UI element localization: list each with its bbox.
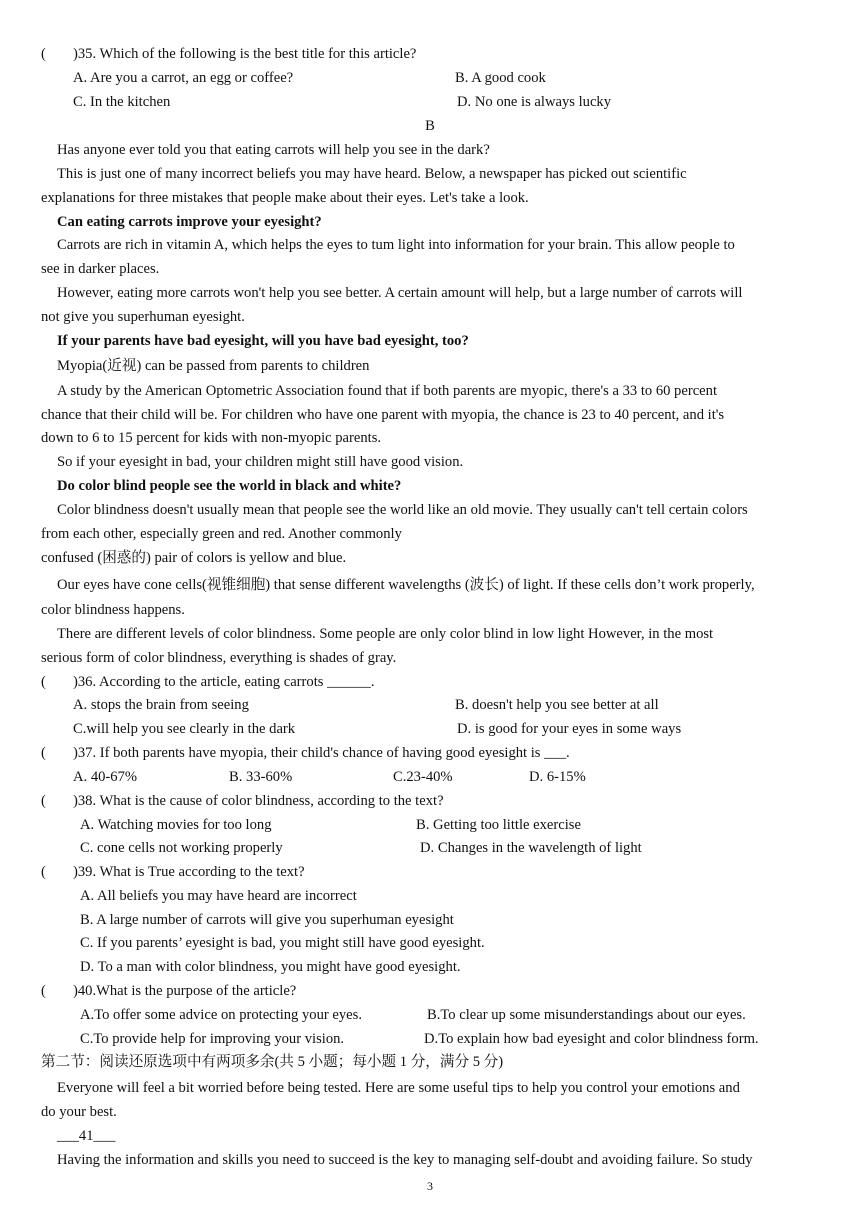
q37-option-b: B. 33-60% (229, 769, 293, 785)
passage-paragraph: This is just one of many incorrect beliefs you may have heard. Below, a newspaper has picked out scientific (57, 166, 687, 182)
passage-heading: Can eating carrots improve your eyesight? (57, 214, 322, 230)
section-2-paragraph: do your best. (41, 1104, 117, 1120)
q37-option-c: C.23-40% (393, 769, 453, 785)
q40-option-b: B.To clear up some misunderstandings about our eyes. (427, 1007, 746, 1023)
passage-paragraph: chance that their child will be. For children who have one parent with myopia, the chance is 23 to 40 percent, and it's (41, 407, 725, 423)
q38-option-b: B. Getting too little exercise (416, 817, 581, 833)
q36-option-c: C.will help you see clearly in the dark (73, 721, 296, 737)
q35-option-b: B. A good cook (455, 70, 546, 86)
q40-option-d: D.To explain how bad eyesight and color blindness form. (424, 1031, 759, 1047)
passage-paragraph: down to 6 to 15 percent for kids with non-myopic parents. (41, 430, 382, 446)
passage-paragraph: Color blindness doesn't usually mean that people see the world like an old movie. They usually can't tell certain colors (57, 502, 748, 518)
q35-option-d: D. No one is always lucky (457, 94, 612, 110)
q37-option-a: A. 40-67% (73, 769, 138, 785)
answer-paren: ( (41, 745, 46, 761)
q38-option-a: A. Watching movies for too long (80, 817, 272, 833)
passage-paragraph: serious form of color blindness, everything is shades of gray. (41, 650, 397, 666)
answer-paren: ( (41, 793, 46, 809)
question-37-stem: ( )37. If both parents have myopia, their child's chance of having good eyesight is ___. (41, 745, 570, 761)
question-38-stem: ( )38. What is the cause of color blindness, according to the text? (41, 793, 444, 809)
q35-option-a: A. Are you a carrot, an egg or coffee? (73, 70, 294, 86)
answer-paren: ( (41, 46, 46, 62)
answer-paren: ( (41, 864, 46, 880)
question-39-stem: ( )39. What is True according to the text? (41, 864, 305, 880)
q37-option-d: D. 6-15% (529, 769, 586, 785)
q40-option-c: C.To provide help for improving your vision. (80, 1031, 345, 1047)
passage-paragraph: color blindness happens. (41, 602, 185, 618)
answer-paren: ( (41, 983, 46, 999)
section-2-heading: 第二节：阅读还原选项中有两项多余(共 5 小题；每小题 1 分，满分 5 分) (41, 1054, 504, 1070)
section-2-paragraph: Everyone will feel a bit worried before being tested. Here are some useful tips to help you control your emotions and (57, 1080, 740, 1096)
passage-paragraph: There are different levels of color blindness. Some people are only color blind in low light However, in the most (57, 626, 714, 642)
q38-option-c: C. cone cells not working properly (80, 840, 283, 856)
blank-41: ___41___ (57, 1128, 116, 1144)
passage-paragraph: Has anyone ever told you that eating carrots will help you see in the dark? (57, 142, 490, 158)
passage-paragraph: However, eating more carrots won't help you see better. A certain amount will help, but a large number of carrots will (57, 285, 743, 301)
page-number: 3 (427, 1179, 433, 1193)
question-35-stem: ( )35. Which of the following is the best title for this article? (41, 46, 417, 62)
q40-option-a: A.To offer some advice on protecting your eyes. (80, 1007, 362, 1023)
passage-heading: If your parents have bad eyesight, will you have bad eyesight, too? (57, 333, 469, 349)
passage-paragraph: from each other, especially green and red. Another commonly (41, 526, 402, 542)
question-36-stem: ( )36. According to the article, eating carrots ______. (41, 674, 375, 690)
q36-option-b: B. doesn't help you see better at all (455, 697, 659, 713)
passage-paragraph: explanations for three mistakes that people make about their eyes. Let's take a look. (41, 190, 529, 206)
q39-option-a: A. All beliefs you may have heard are incorrect (80, 888, 357, 904)
passage-paragraph: not give you superhuman eyesight. (41, 309, 245, 325)
passage-paragraph: Myopia(近视) can be passed from parents to children (57, 358, 370, 374)
passage-paragraph: Our eyes have cone cells(视锥细胞) that sense different wavelengths (波长) of light. If these cells don’t work properly, (57, 577, 755, 593)
passage-paragraph: confused (困惑的) pair of colors is yellow and blue. (41, 550, 347, 566)
q36-option-a: A. stops the brain from seeing (73, 697, 249, 713)
section-b-label: B (425, 118, 435, 134)
passage-paragraph: A study by the American Optometric Association found that if both parents are myopic, there's a 33 to 60 percent (57, 383, 717, 399)
q39-option-d: D. To a man with color blindness, you might have good eyesight. (80, 959, 461, 975)
section-2-paragraph: Having the information and skills you need to succeed is the key to managing self-doubt and avoiding failure. So study (57, 1152, 753, 1168)
answer-paren: ( (41, 674, 46, 690)
q36-option-d: D. is good for your eyes in some ways (457, 721, 682, 737)
question-40-stem: ( )40.What is the purpose of the article? (41, 983, 297, 999)
passage-paragraph: So if your eyesight in bad, your children might still have good vision. (57, 454, 464, 470)
passage-paragraph: Carrots are rich in vitamin A, which helps the eyes to tum light into information for your brain. This allow people to (57, 237, 735, 253)
passage-paragraph: see in darker places. (41, 261, 160, 277)
passage-heading: Do color blind people see the world in black and white? (57, 478, 402, 494)
q39-option-b: B. A large number of carrots will give you superhuman eyesight (80, 912, 454, 928)
q35-option-c: C. In the kitchen (73, 94, 171, 110)
q39-option-c: C. If you parents’ eyesight is bad, you might still have good eyesight. (80, 935, 485, 951)
q38-option-d: D. Changes in the wavelength of light (420, 840, 642, 856)
